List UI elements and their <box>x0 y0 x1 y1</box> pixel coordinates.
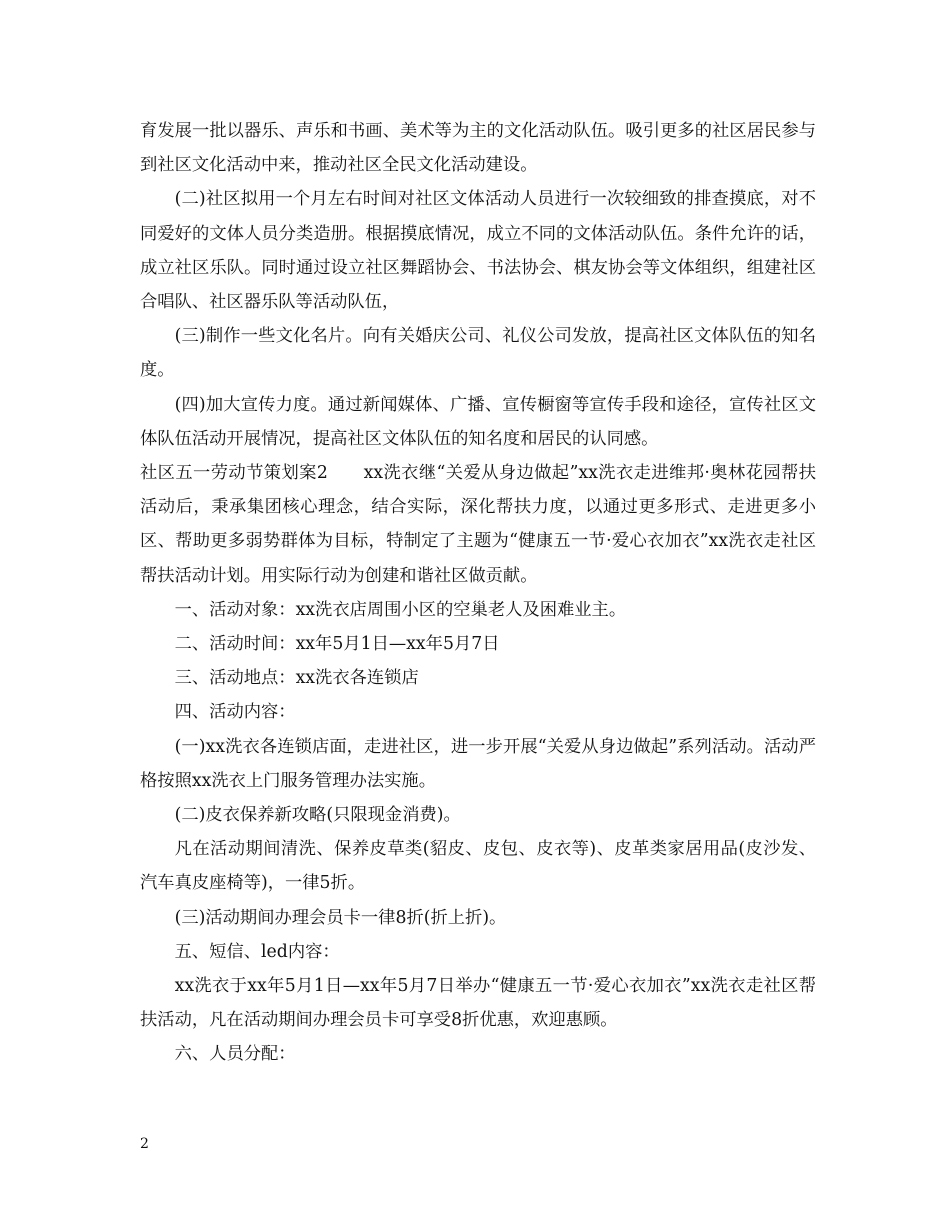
paragraph: 凡在活动期间清洗、保养皮草类(貂皮、皮包、皮衣等)、皮革类家居用品(皮沙发、汽车真皮座椅等)，一律5折。 <box>140 839 816 894</box>
paragraph: 五、短信、led内容： <box>174 941 340 962</box>
document-body <box>140 114 816 1072</box>
paragraph: 三、活动地点：xx洗衣各连锁店 <box>174 668 419 689</box>
paragraph: (三)制作一些文化名片。向有关婚庆公司、礼仪公司发放，提高社区文体队伍的知名度。 <box>140 326 816 381</box>
paragraph: (一)xx洗衣各连锁店面，走进社区，进一步开展“关爱从身边做起”系列活动。活动严格按照xx洗衣上门服务管理办法实施。 <box>140 736 816 791</box>
paragraph: (三)活动期间办理会员卡一律8折(折上折)。 <box>174 907 507 928</box>
paragraph: (二)皮衣保养新攻略(只限现金消费)。 <box>174 805 461 826</box>
paragraph: 一、活动对象：xx洗衣店周围小区的空巢老人及困难业主。 <box>174 599 627 620</box>
paragraph: (四)加大宣传力度。通过新闻媒体、广播、宣传橱窗等宣传手段和途径，宣传社区文体队伍活动开展情况，提高社区文体队伍的知名度和居民的认同感。 <box>140 394 816 449</box>
page-number: 2 <box>140 1136 149 1152</box>
paragraph: 六、人员分配： <box>174 1044 296 1065</box>
paragraph: 四、活动内容： <box>174 702 296 723</box>
paragraph: xx洗衣于xx年5月1日—xx年5月7日举办“健康五一节·爱心衣加衣”xx洗衣走社区帮扶活动，凡在活动期间办理会员卡可享受8折优惠，欢迎惠顾。 <box>140 976 816 1031</box>
paragraph: 二、活动时间：xx年5月1日—xx年5月7日 <box>174 634 500 655</box>
paragraph: 育发展一批以器乐、声乐和书画、美术等为主的文化活动队伍。吸引更多的社区居民参与到社区文化活动中来，推动社区全民文化活动建设。 <box>140 121 816 176</box>
paragraph: (二)社区拟用一个月左右时间对社区文体活动人员进行一次较细致的排查摸底，对不同爱好的文体人员分类造册。根据摸底情况，成立不同的文体活动队伍。条件允许的话，成立社区乐队。同时通过设立社区舞蹈协会、书法协会、棋友协会等文体组织，组建社区合唱队、社区器乐队等活动队伍， <box>140 189 816 313</box>
section-heading-paragraph: 社区五一劳动节策划案2 xx洗衣继“关爱从身边做起”xx洗衣走进维邦·奥林花园帮扶活动后，秉承集团核心理念，结合实际，深化帮扶力度，以通过更多形式、走进更多小区、帮助更多弱势群体为目标，特制定了主题为“健康五一节·爱心衣加衣”xx洗衣走社区帮扶活动计划。用实际行动为创建和谐社区做贡献。 <box>140 463 816 586</box>
